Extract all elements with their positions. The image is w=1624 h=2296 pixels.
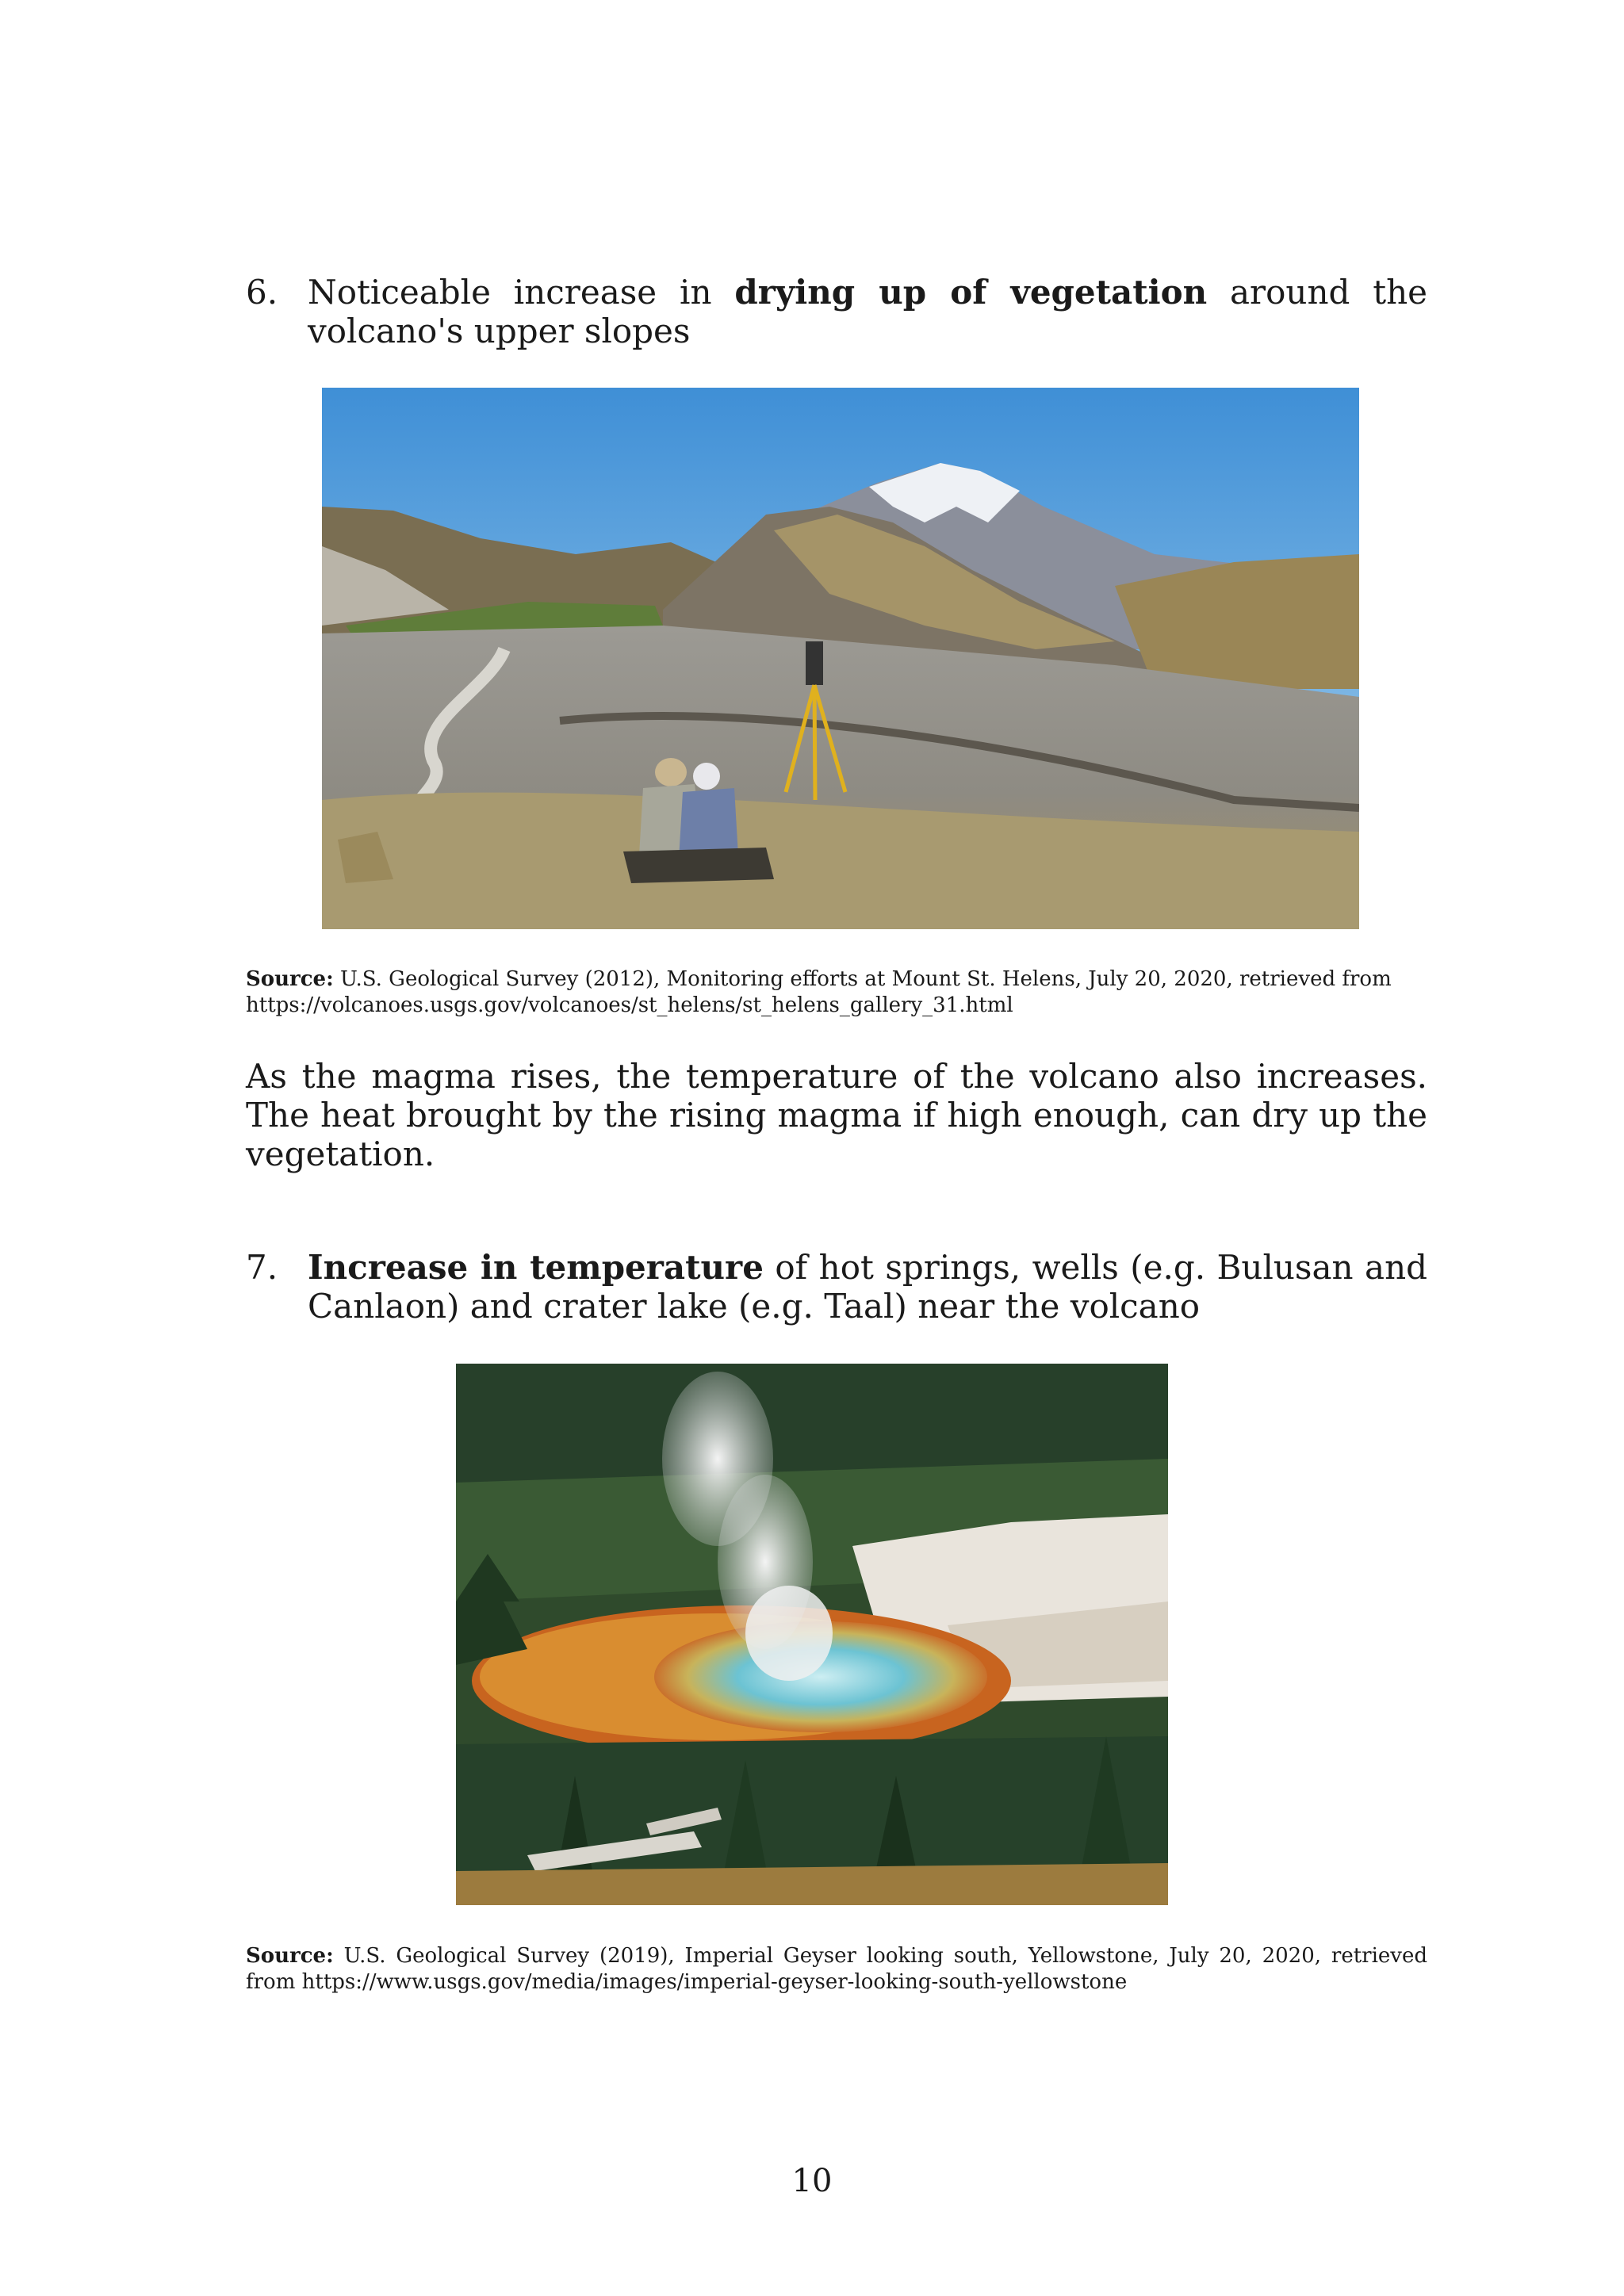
imperial-geyser-photo bbox=[456, 1364, 1168, 1905]
page-number: 10 bbox=[791, 2163, 833, 2199]
list-item-7 bbox=[246, 1248, 1427, 1326]
list-number: 7. bbox=[246, 1248, 278, 1287]
list-item-text: Noticeable increase in drying up of vegetation around the volcano's upper slopes bbox=[308, 273, 1428, 350]
list-item-text: Increase in temperature of hot springs, wells (e.g. Bulusan and Canlaon) and crater lake (e.g. Taal) near the volcano bbox=[308, 1248, 1428, 1326]
list-item-6 bbox=[246, 273, 1427, 350]
source-url: https://volcanoes.usgs.gov/volcanoes/st_helens/st_helens_gallery_31.html bbox=[246, 993, 1013, 1017]
source-label: Source: bbox=[246, 1944, 334, 1968]
mount-st-helens-photo bbox=[322, 388, 1359, 929]
bold-phrase: Increase in temperature bbox=[308, 1248, 764, 1287]
figure-6-source: Source: U.S. Geological Survey (2012), Monitoring efforts at Mount St. Helens, July 20, 2020, retrieved from https://volcanoes.usgs.gov/volcanoes/st_helens/st_helens_gallery_31.html bbox=[246, 966, 1427, 1019]
list-number: 6. bbox=[246, 273, 278, 312]
source-label: Source: bbox=[246, 967, 334, 991]
bold-phrase: drying up of vegetation bbox=[734, 273, 1208, 312]
body-paragraph: As the magma rises, the temperature of the volcano also increases. The heat brought by the rising magma if high enough, can dry up the vegetation. bbox=[246, 1057, 1427, 1173]
figure-7-source: Source: U.S. Geological Survey (2019), Imperial Geyser looking south, Yellowstone, July 20, 2020, retrieved from https://www.usgs.gov/media/images/imperial-geyser-looking-south-yellowstone bbox=[246, 1944, 1427, 1994]
